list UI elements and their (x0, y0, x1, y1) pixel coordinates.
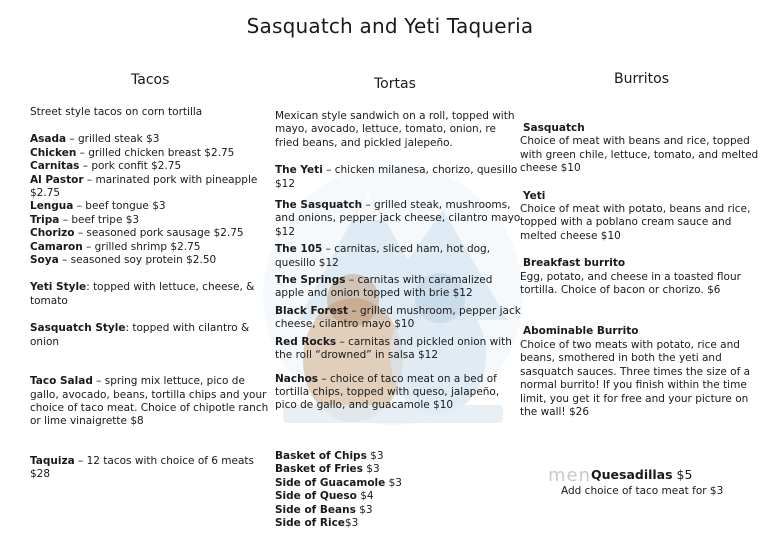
torta-the-105: The 105 – carnitas, sliced ham, hot dog, quesillo $12 (275, 243, 491, 269)
sasquatch-style: Sasquatch Style: topped with cilantro & onion (30, 322, 250, 348)
burritos-heading: Burritos (614, 71, 669, 87)
burrito-breakfast-desc: Egg, potato, and cheese in a toasted flour tortilla. Choice of bacon or chorizo. $6 (520, 270, 741, 297)
taco-item-tripa: Tripa – beef tripe $3 (30, 213, 140, 226)
burrito-breakfast-name: Breakfast burrito (523, 257, 626, 270)
side-basket-of-fries: Basket of Fries $3 (275, 463, 380, 476)
tortas-column (275, 110, 521, 413)
burrito-yeti-desc: Choice of meat with potato, beans and rice, topped with a poblano cream sauce and melted cheese $10 (520, 203, 751, 242)
quesadillas-note: Add choice of taco meat for $3 (561, 485, 724, 497)
taco-item-asada: Asada – grilled steak $3 (30, 133, 160, 146)
torta-the-yeti: The Yeti – chicken milanesa, chorizo, quesillo $12 (275, 164, 518, 190)
yeti-style: Yeti Style: topped with lettuce, cheese, & tomato (30, 281, 255, 307)
side-basket-of-chips: Basket of Chips $3 (275, 450, 384, 462)
burrito-abominable-name: Abominable Burrito (523, 325, 639, 338)
taco-item-al-pastor: Al Pastor – marinated pork with pineapple $2.75 (30, 173, 258, 200)
taco-salad: Taco Salad – spring mix lettuce, pico de gallo, avocado, beans, tortilla chips and your choice of taco meat. Choice of chipotle ranch or lime vinaigrette $8 (30, 375, 269, 428)
tortas-intro: Mexican style sandwich on a roll, topped with mayo, avocado, lettuce, tomato, onion, re fried beans, and pickled jalepeño. (275, 110, 515, 149)
torta-red-rocks: Red Rocks – carnitas and pickled onion with the roll “drowned” in salsa $12 (275, 335, 512, 362)
burrito-abominable-desc: Choice of two meats with potato, rice and beans, smothered in both the yeti and sasquatch sauces. Three times the size of a normal burrito! If you finish within the time limit, you get it for free and your picture on the wall! $26 (520, 338, 751, 418)
tortas-heading: Tortas (374, 76, 416, 92)
side-beans: Side of Beans $3 (275, 503, 373, 516)
tacos-intro: Street style tacos on corn tortilla (30, 106, 203, 118)
sides-list (275, 450, 515, 530)
tacos-column (30, 106, 275, 482)
burrito-sasquatch-name: Sasquatch (523, 122, 585, 134)
side-guacamole: Side of Guacamole $3 (275, 476, 402, 489)
burritos-column (520, 122, 765, 419)
taco-item-carnitas: Carnitas – pork confit $2.75 (30, 160, 182, 173)
burrito-sasquatch-desc: Choice of meat with beans and rice, topped with green chile, lettuce, tomato, and melted cheese $10 (520, 135, 759, 175)
torta-black-forest: Black Forest – grilled mushroom, pepper jack cheese, cilantro mayo $10 (275, 304, 521, 331)
taco-item-camaron: Camaron – grilled shrimp $2.75 (30, 240, 201, 253)
taco-item-chicken: Chicken – grilled chicken breast $2.75 (30, 146, 235, 159)
quesadillas-heading: Quesadillas $5 (591, 467, 693, 482)
side-rice: Side of Rice$3 (275, 517, 359, 530)
taco-item-chorizo: Chorizo – seasoned pork sausage $2.75 (30, 227, 244, 240)
burrito-yeti-name: Yeti (523, 189, 546, 202)
taco-item-lengua: Lengua – beef tongue $3 (30, 200, 166, 213)
taquiza: Taquiza – 12 tacos with choice of 6 meats $28 (30, 454, 255, 481)
tacos-heading: Tacos (131, 72, 170, 88)
page-title: Sasquatch and Yeti Taqueria (246, 14, 534, 38)
torta-the-springs: The Springs – carnitas with caramalized apple and onion topped with brie $12 (275, 274, 493, 300)
side-queso: Side of Queso $4 (275, 490, 374, 503)
nachos: Nachos – choice of taco meat on a bed of tortilla chips, topped with queso, jalapeño, pico de gallo, and guacamole $10 (275, 372, 500, 412)
watermark: men (548, 465, 592, 486)
taco-item-soya: Soya – seasoned soy protein $2.50 (30, 254, 217, 267)
torta-the-sasquatch: The Sasquatch – grilled steak, mushrooms, and onions, pepper jack cheese, cilantro mayo $12 (275, 199, 521, 238)
